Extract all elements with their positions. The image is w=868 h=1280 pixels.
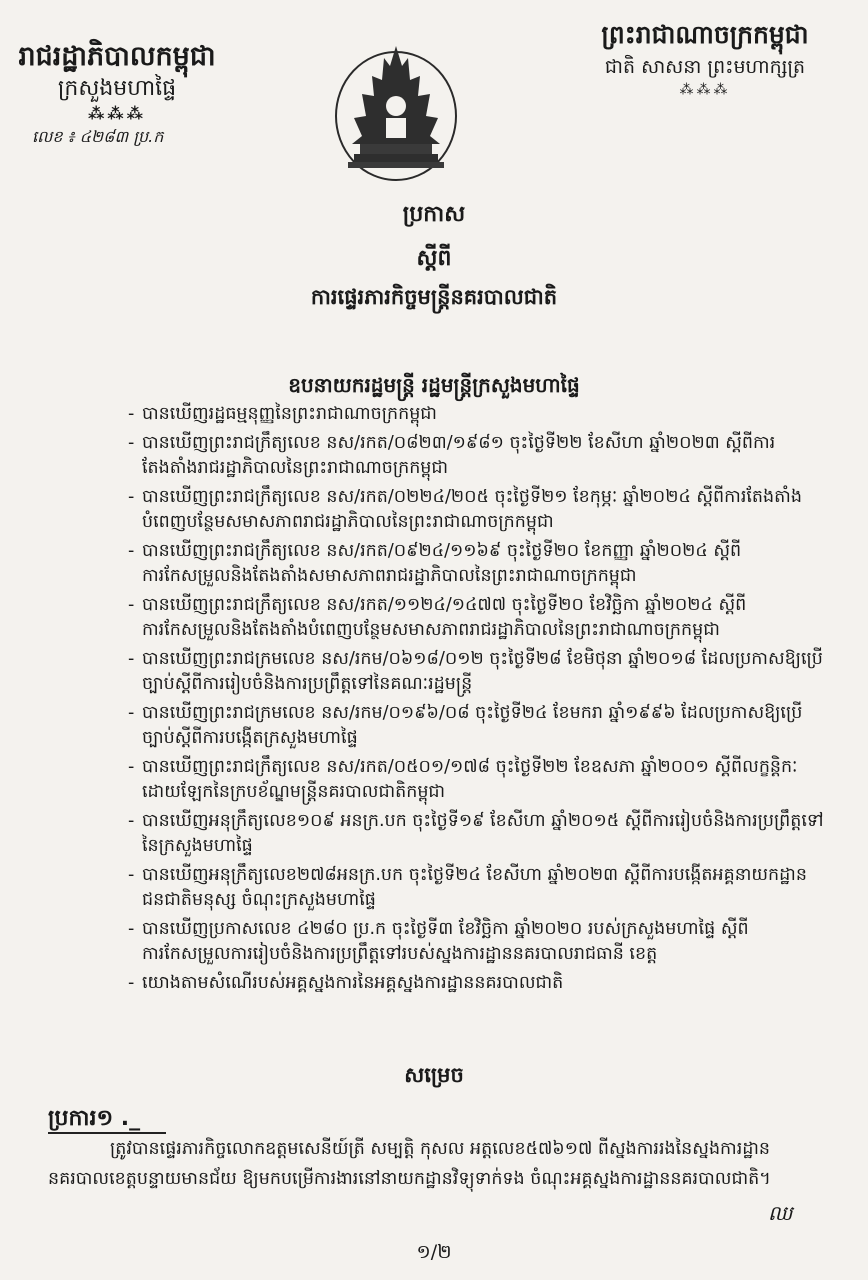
page-number: ១/២ <box>416 1241 452 1263</box>
document-number: លេខ ៖ ៤២៨៣ ប្រ.ក <box>32 127 164 146</box>
issuer-header <box>12 40 222 150</box>
consideration-item: - បានឃើញអនុក្រឹត្យលេខ២៧៨អនក្រ.បក ចុះថ្ងៃទី២៤ ខែសីហា ឆ្នាំ២០២៣ ស្តីពីការបង្កើតអគ្គនាយកដ្ឋានជនជាតិមនុស្ស ចំណុះក្រសួងមហាផ្ទៃ <box>128 863 828 913</box>
government-name: រាជរដ្ឋាភិបាលកម្ពុជា <box>18 41 216 72</box>
consideration-item: - បានឃើញព្រះរាជក្រមលេខ នស/រកម/០១៩៦/០៨ ចុះថ្ងៃទី២៤ ខែមករា ឆ្នាំ១៩៩៦ ដែលប្រកាសឱ្យប្រើច្បាប់ស្តីពីការបង្កើតក្រសួងមហាផ្ទៃ <box>128 701 828 751</box>
document-subject: ការផ្ទេរភារកិច្ចមន្ត្រីនគរបាលជាតិ <box>310 285 558 309</box>
consideration-item: - បានឃើញព្រះរាជក្រឹត្យលេខ នស/រកត/០២២៤/២០៥ ចុះថ្ងៃទី២១ ខែកុម្ភៈ ឆ្នាំ២០២៤ ស្តីពីការតែងតាំងបំពេញបន្ថែមសមាសភាពរាជរដ្ឋាភិបាលនៃព្រះរាជាណាចក្រកម្ពុជា <box>128 485 828 535</box>
decision-heading: សម្រេច <box>404 1063 464 1087</box>
consideration-item: - បានឃើញអនុក្រឹត្យលេខ១០៩ អនក្រ.បក ចុះថ្ងៃទី១៩ ខែសីហា ឆ្នាំ២០១៥ ស្តីពីការរៀបចំនិងការប្រព្រឹត្តទៅនៃក្រសួងមហាផ្ទៃ <box>128 809 828 859</box>
consideration-item: - បានឃើញប្រកាសលេខ ៤២៨០ ប្រ.ក ចុះថ្ងៃទី៣ ខែវិច្ឆិកា ឆ្នាំ២០២០ របស់ក្រសួងមហាផ្ទៃ ស្តីពីការកែសម្រួលការរៀបចំនិងការប្រព្រឹត្តទៅរបស់ស្នងការដ្ឋាននគរបាលរាជធានី ខេត្ត <box>128 917 828 967</box>
ornament-right: ⁂⁂⁂ <box>679 82 731 98</box>
ornament-left: ⁂⁂⁂ <box>87 104 147 123</box>
about-label: ស្តីពី <box>416 246 452 271</box>
kingdom-name: ព្រះរាជាណាចក្រកម្ពុជា <box>601 20 809 49</box>
consideration-item: - បានឃើញព្រះរាជក្រឹត្យលេខ នស/រកត/០៩២៤/១១៦៩ ចុះថ្ងៃទី២០ ខែកញ្ញា ឆ្នាំ២០២៤ ស្តីពីការកែសម្រួលនិងតែងតាំងសមាសភាពរាជរដ្ឋាភិបាលនៃព្រះរាជាណាចក្រកម្ពុជា <box>128 539 828 589</box>
consideration-item: - បានឃើញព្រះរាជក្រឹត្យលេខ នស/រកត/០៥០១/១៧៨ ចុះថ្ងៃទី២២ ខែឧសភា ឆ្នាំ២០០១ ស្តីពីលក្ខន្តិកៈដោយឡែកនៃក្របខ័ណ្ឌមន្ត្រីនគរបាលជាតិកម្ពុជា <box>128 755 828 805</box>
document-type: ប្រកាស <box>402 202 466 227</box>
initial-mark: ឈ <box>768 1201 793 1225</box>
kingdom-header <box>555 18 855 98</box>
consideration-item: - បានឃើញព្រះរាជក្រមលេខ នស/រកម/០៦១៨/០១២ ចុះថ្ងៃទី២៨ ខែមិថុនា ឆ្នាំ២០១៨ ដែលប្រកាសឱ្យប្រើច្បាប់ស្តីពីការរៀបចំនិងការប្រព្រឹត្តទៅនៃគណៈរដ្ឋមន្ត្រី <box>128 647 828 697</box>
consideration-item: - បានឃើញរដ្ឋធម្មនុញ្ញនៃព្រះរាជាណាចក្រកម្ពុជា <box>128 402 828 427</box>
royal-seal-emblem <box>330 36 462 184</box>
article-body: ត្រូវបានផ្ទេរភារកិច្ចលោកឧត្តមសេនីយ៍ត្រី សម្បត្តិ កុសល អត្តលេខ៥៧៦១៧ ពីស្នងការរងនៃស្នងការដ្ឋាននគរបាលខេត្តបន្ទាយមានជ័យ ឱ្យមកបម្រើការងារនៅនាយកដ្ឋានវិទ្យុទាក់ទង ចំណុះអគ្គស្នងការដ្ឋាននគរបាលជាតិ។ <box>48 1139 771 1189</box>
ministry-name: ក្រសួងមហាផ្ទៃ <box>57 76 177 101</box>
consideration-item: - យោងតាមសំណើរបស់អគ្គស្នងការនៃអគ្គស្នងការដ្ឋាននគរបាលជាតិ <box>128 971 828 996</box>
national-motto: ជាតិ សាសនា ព្រះមហាក្សត្រ <box>604 56 806 78</box>
article-title: ប្រការ១ ._ <box>48 1106 141 1131</box>
consideration-item: - បានឃើញព្រះរាជក្រឹត្យលេខ នស/រកត/១១២៤/១៤៧៧ ចុះថ្ងៃទី២០ ខែវិច្ឆិកា ឆ្នាំ២០២៤ ស្តីពីការកែសម្រួលនិងតែងតាំងបំពេញបន្ថែមសមាសភាពរាជរដ្ឋាភិបាលនៃព្រះរាជាណាចក្រកម្ពុជា <box>128 593 828 643</box>
issuing-authority: ឧបនាយករដ្ឋមន្ត្រី រដ្ឋមន្ត្រីក្រសួងមហាផ្ទៃ <box>288 373 580 397</box>
consideration-item: - បានឃើញព្រះរាជក្រឹត្យលេខ នស/រកត/០៨២៣/១៩៨១ ចុះថ្ងៃទី២២ ខែសីហា ឆ្នាំ២០២៣ ស្តីពីការតែងតាំងរាជរដ្ឋាភិបាលនៃព្រះរាជាណាចក្រកម្ពុជា <box>128 431 828 481</box>
considerations-list <box>128 402 828 1000</box>
